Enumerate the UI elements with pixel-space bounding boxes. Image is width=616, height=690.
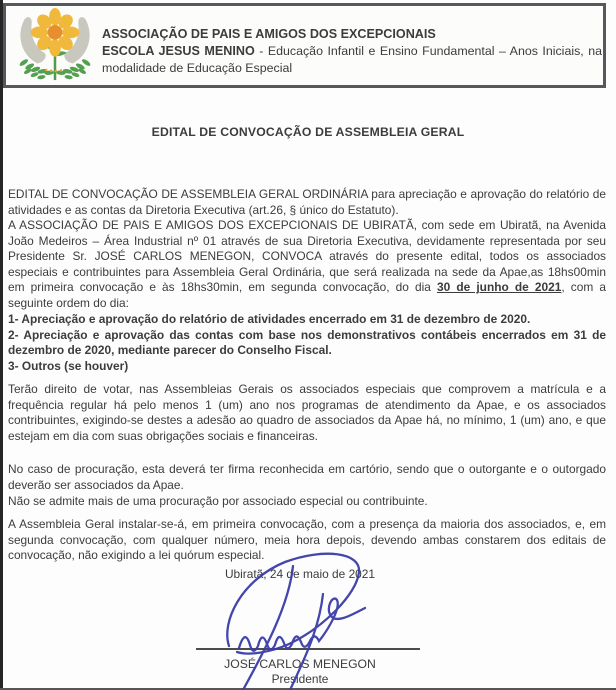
agenda-item-3: 3- Outros (se houver) xyxy=(8,358,129,373)
place-and-date: Ubiratã, 24 de maio de 2021 xyxy=(224,567,376,581)
assembly-date: 30 de junho de 2021 xyxy=(437,280,562,295)
paragraph-convocation xyxy=(8,218,606,312)
signer-name: JOSÉ CARLOS MENEGON xyxy=(224,657,376,671)
convocation-text-after-date: , com a seguinte ordem do dia: xyxy=(8,280,606,310)
organization-name: ASSOCIAÇÃO DE PAIS E AMIGOS DOS EXCEPCIONAIS xyxy=(102,27,436,41)
agenda-list xyxy=(8,312,606,374)
school-description: - Educação Infantil e Ensino Fundamental – Anos Iniciais, na modalidade de Educação Especial xyxy=(102,44,602,75)
agenda-item-2: 2- Apreciação e aprovação das contas com base nos demonstrativos contábeis encerrados em 31 de dezembro de 2020, mediante parecer do Conselho Fiscal. xyxy=(8,327,606,358)
document-title: EDITAL DE CONVOCAÇÃO DE ASSEMBLEIA GERAL xyxy=(151,125,465,139)
paragraph-voting-rights: Terão direito de votar, nas Assembleias Gerais os associados especiais que comprovem a matrícula e a frequência regular há pelo menos 1 (um) ano nos programas de atendimento da Apae, e os associados contribuintes, exigindo-se destes a adesão ao quadro de associados da Apae há, no mínimo, 1 (um) ano, e que estejam em dia com suas obrigações sociais e financeiras. xyxy=(8,382,606,443)
agenda-item-1: 1- Apreciação e aprovação do relatório de atividades encerrado em 31 de dezembro de 2020. xyxy=(8,312,531,326)
convocation-text-before-date: A ASSOCIAÇÃO DE PAIS E AMIGOS DOS EXCEPCIONAIS DE UBIRATÃ, com sede em Ubiratã, na Avenida João Medeiros – Área Industrial nº 01 através de sua Diretoria Executiva, devidamente representada por seu Presidente Sr. JOSÉ CARLOS MENEGON, CONVOCA através do presente edital, todos os associados especiais e contribuintes para Assembleia Geral Ordinária, que será realizada na sede da Apae,as 18hs00min em primeira convocação e às 18hs30min, em segunda convocação, do dia xyxy=(8,218,606,295)
scan-edge-left xyxy=(0,0,3,690)
paragraph-quorum: A Assembleia Geral instalar-se-á, em primeira convocação, com a presença da maioria dos associados, e, em segunda convocação, com qualquer número, meia hora depois, devendo ambas constarem dos editais de convocação, não exigindo a lei quórum especial. xyxy=(8,517,606,563)
signature-scribble xyxy=(193,550,428,690)
school-name: ESCOLA JESUS MENINO xyxy=(102,44,255,58)
paragraph-proxy: No caso de procuração, esta deverá ter firma reconhecida em cartório, sendo que o outorgante e o outorgado deverão ser associados da Apae. xyxy=(8,462,606,492)
letterhead-text xyxy=(102,26,602,77)
paragraph-intro: EDITAL DE CONVOCAÇÃO DE ASSEMBLEIA GERAL ORDINÁRIA para apreciação e aprovação do relatório de atividades e as contas da Diretoria Executiva (art.26, § único do Estatuto). xyxy=(8,187,606,217)
apae-flower-in-hands-logo-icon xyxy=(14,7,96,88)
paragraph-proxy-limit: Não se admite mais de uma procuração por associado especial ou contribuinte. xyxy=(8,494,428,508)
signer-role: Presidente xyxy=(271,672,329,686)
school-line xyxy=(102,43,602,77)
